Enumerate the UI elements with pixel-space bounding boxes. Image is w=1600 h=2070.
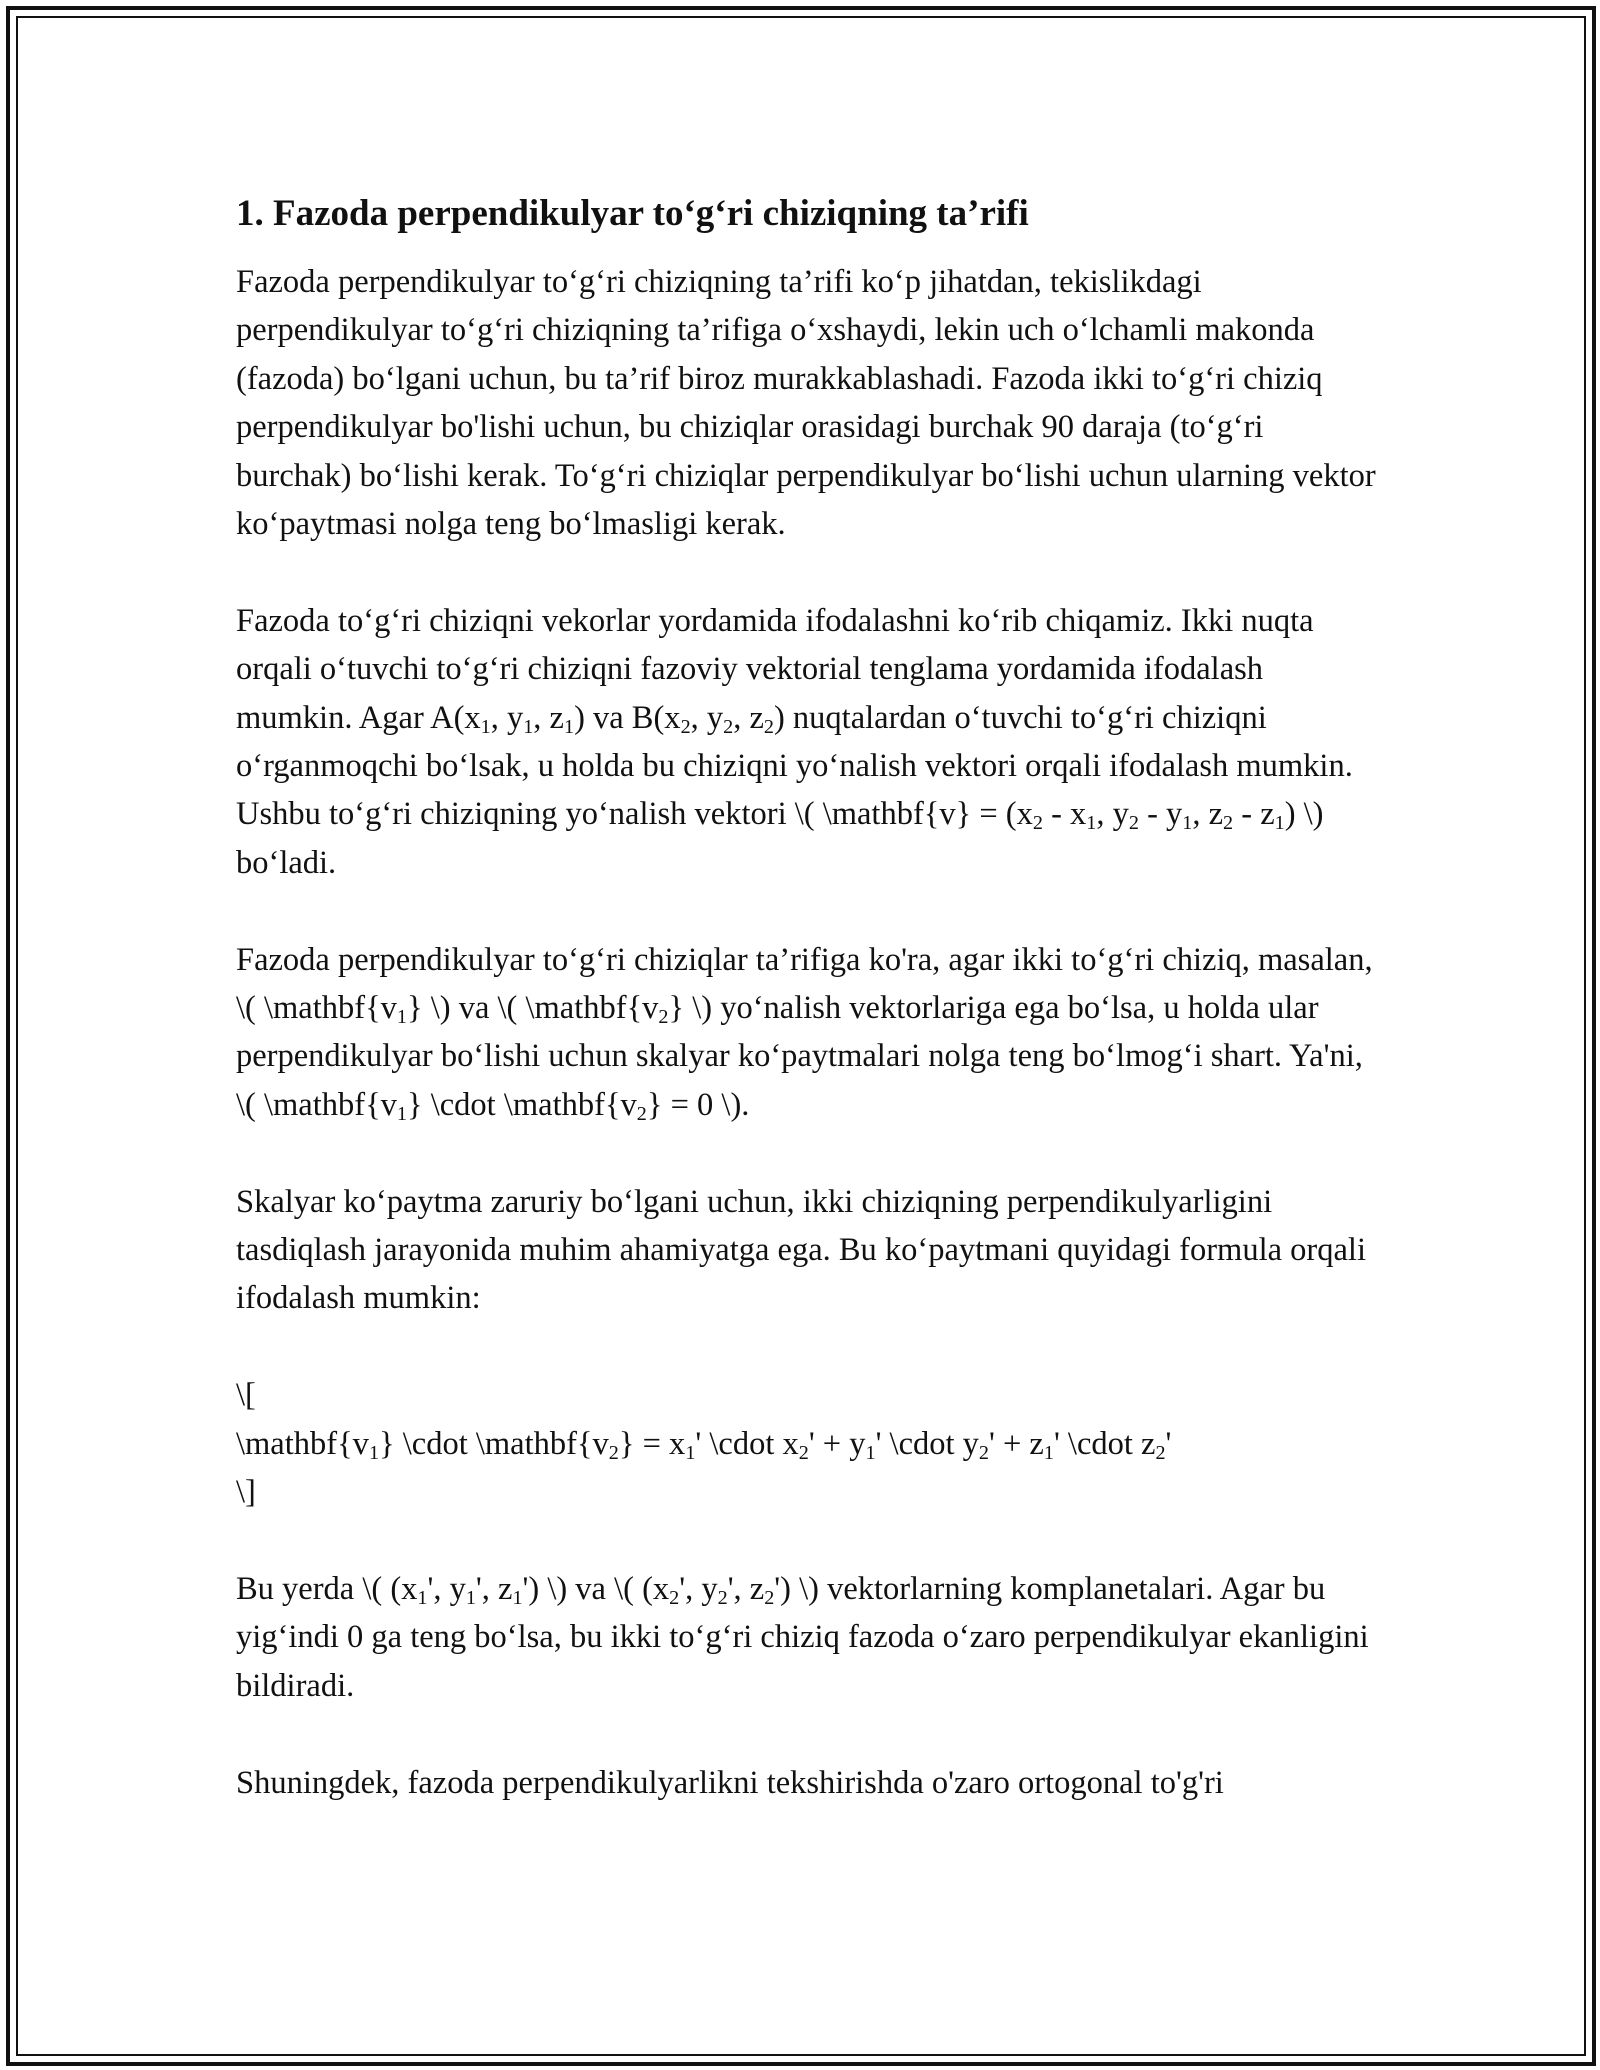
scalar-product-formula [236,1371,1376,1516]
formula-close: \] [236,1474,256,1511]
paragraph-definition: Fazoda perpendikulyar to‘g‘ri chiziqning ta’rifi ko‘p jihatdan, tekislikdagi perpendikulyar to‘g‘ri chiziqning ta’rifiga o‘xshaydi, lekin uch o‘lchamli makonda (fazoda) bo‘lgani uchun, bu ta’rif biroz murakkablashadi. Fazoda ikki to‘g‘ri chiziq perpendikulyar bo'lishi uchun, bu chiziqlar orasidagi burchak 90 daraja (to‘g‘ri burchak) bo‘lishi kerak. To‘g‘ri chiziqlar perpendikulyar bo‘lishi uchun ularning vektor ko‘paytmasi nolga teng bo‘lmasligi kerak. [236,264,1376,543]
formula-open: \[ [236,1377,256,1414]
section-heading: 1. Fazoda perpendikulyar to‘g‘ri chiziqning ta’rifi [236,193,1029,234]
paragraph-scalar-product: Skalyar ko‘paytma zaruriy bo‘lgani uchun, ikki chiziqning perpendikulyarligini tasdiqlash jarayonida muhim ahamiyatga ega. Bu ko‘paytmani quyidagi formula orqali ifodalash mumkin: [236,1183,1366,1317]
document-body [236,190,1376,1855]
paragraph-perpendicular-condition: Fazoda perpendikulyar to‘g‘ri chiziqlar ta’rifiga ko'ra, agar ikki to‘g‘ri chiziq, masalan, \( $\backslash mathbf\{v_1\}$ \) va \( $\backslash mathbf\{v_2\}$ \) yo‘nalish vektorlariga ega bo‘lsa, u holda ular perpendikulyar bo‘lishi uchun skalyar ko‘paytmalari nolga teng bo‘lmog‘i shart. Ya'ni, \( $\backslash mathbf\{v_1\}$ \cdot $\backslash mathbf\{v_2\} = 0$ \). [236,941,1373,1125]
paragraph-vector-representation: Fazoda to‘g‘ri chiziqni vekorlar yordamida ifodalashni ko‘rib chiqamiz. Ikki nuqta orqali o‘tuvchi to‘g‘ri chiziqni fazoviy vektorial tenglama yordamida ifodalash mumkin. Agar $A(x_1$, $y_1$, $z_1$) va $B(x_2$, $y_2$, $z_2$) nuqtalardan o‘tuvchi to‘g‘ri chiziqni o‘rganmoqchi bo‘lsak, u holda bu chiziqni yo‘nalish vektori orqali ifodalash mumkin. Ushbu to‘g‘ri chiziqning yo‘nalish vektori \( \mathbf{v} = ($x_2 - x_1$, $y_2 - y_1$, $z_2 - z_1$) \) bo‘ladi. [236,602,1353,881]
formula-body: $\backslash mathbf\{v_1\}$ \cdot $\backslash mathbf\{v_2\} = x_1'$ \cdot $x_2' + y_1'$ \cdot $y_2' + z_1'$ \cdot $z_2'$ [236,1425,1172,1464]
paragraph-components: Bu yerda \( ($x_1'$, $y_1'$, $z_1'$) \) va \( ($x_2'$, $y_2'$, $z_2'$) \) vektorlarning komplanetalari. Agar bu yig‘indi 0 ga teng bo‘lsa, bu ikki to‘g‘ri chiziq fazoda o‘zaro perpendikulyar ekanligini bildiradi. [236,1570,1369,1704]
paragraph-continuation: Shuningdek, fazoda perpendikulyarlikni tekshirishda o'zaro ortogonal to'g'ri [236,1764,1224,1801]
